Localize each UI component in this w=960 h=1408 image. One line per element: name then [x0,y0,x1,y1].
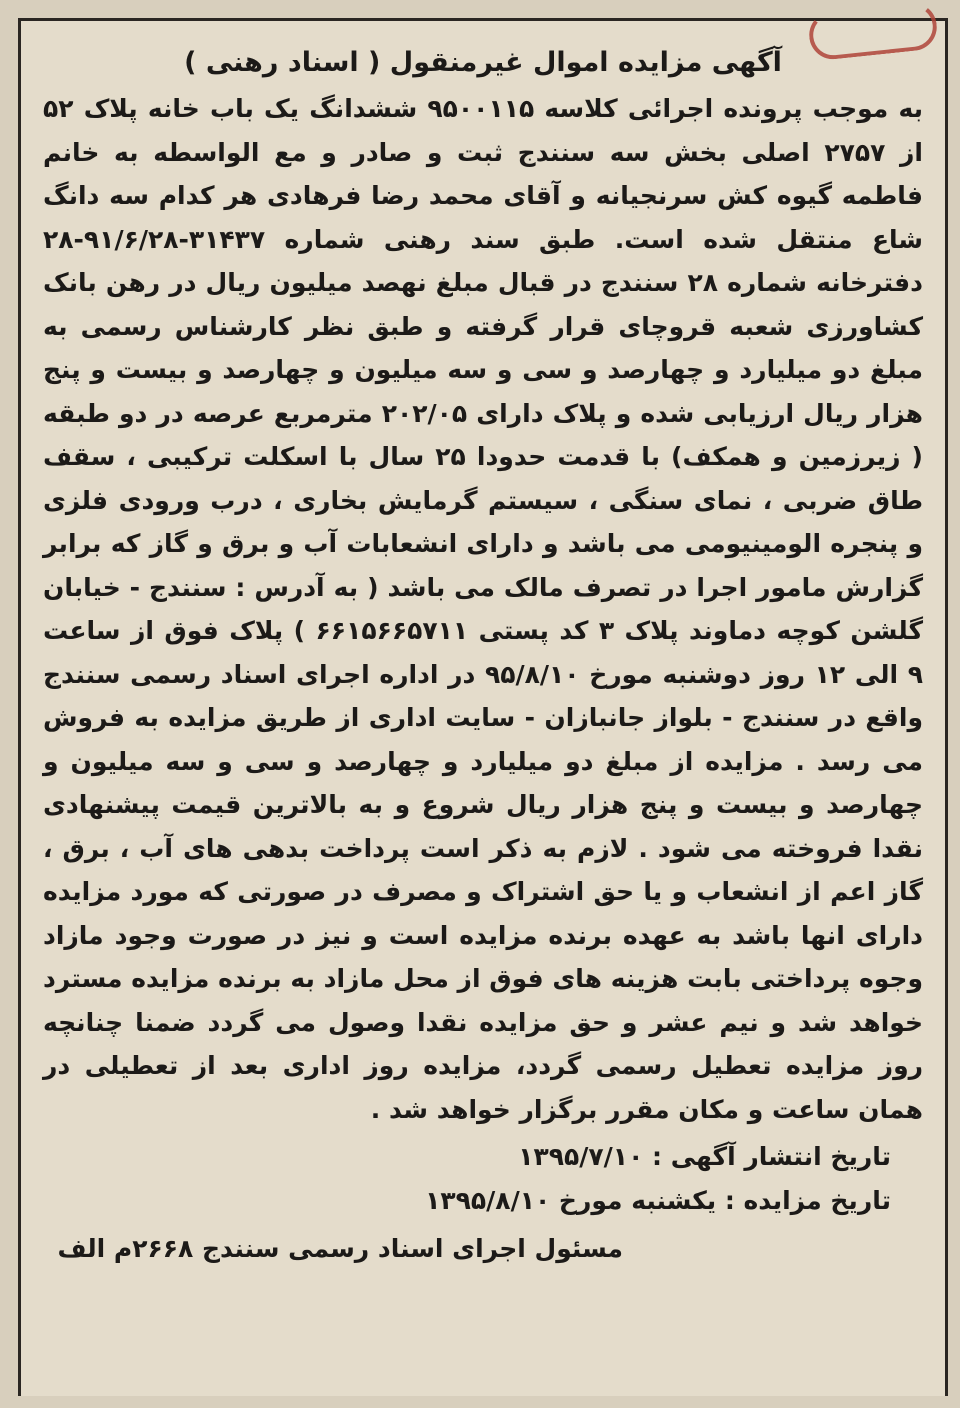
newspaper-clipping [18,18,948,1396]
publish-date: تاریخ انتشار آگهی : ۱۳۹۵/۷/۱۰ [518,1142,891,1171]
notice-title: آگهی مزایده اموال غیرمنقول ( اسناد رهنی ) [184,47,782,78]
notice-signature: مسئول اجرای اسناد رسمی سنندج ۲۶۶۸م الف [57,1234,623,1263]
auction-date: تاریخ مزایده : یکشنبه مورخ ۱۳۹۵/۸/۱۰ [425,1186,891,1215]
notice-body: به موجب پرونده اجرائی کلاسه ۹۵۰۰۱۱۵ ششدانگ یک باب خانه پلاک ۵۲ از ۲۷۵۷ اصلی بخش سه سنندج ثبت و صادر و مع الواسطه به خانم فاطمه گیوه کش سرنجیانه و آقای محمد رضا فرهادی هر کدام سه دانگ شاع منتقل شده است. طبق سند رهنی شماره ۳۱۴۳۷-۹۱/۶/۲۸-۲۸ دفترخانه شماره ۲۸ سنندج در قبال مبلغ نهصد میلیون ریال در رهن بانک کشاورزی شعبه قروچای قرار گرفته و طبق نظر کارشناس رسمی به مبلغ دو میلیارد و چهارصد و سی و سه میلیون و چهارصد و بیست و پنج هزار ریال ارزیابی شده و پلاک دارای ۲۰۲/۰۵ مترمربع عرصه در دو طبقه ( زیرزمین و همکف) با قدمت حدودا ۲۵ سال با اسکلت ترکیبی ، سقف طاق ضربی ، نمای سنگی ، سیستم گرمایش بخاری ، درب ورودی فلزی و پنجره الومینیومی می باشد و دارای انشعابات آب و برق و گاز که برابر گزارش مامور اجرا در تصرف مالک می باشد ( به آدرس : سنندج - خیابان گلشن کوچه دماوند پلاک ۳ کد پستی ۶۶۱۵۶۶۵۷۱۱ ) پلاک فوق از ساعت ۹ الی ۱۲ روز دوشنبه مورخ ۹۵/۸/۱۰ در اداره اجرای اسناد رسمی سنندج واقع در سنندج - بلواز جانبازان - سایت اداری از طریق مزایده به فروش می رسد . مزایده از مبلغ دو میلیارد و چهارصد و سی و سه میلیون و چهارصد و بیست و پنج هزار ریال شروع و به بالاترین قیمت پیشنهادی نقدا فروخته می شود . لازم به ذکر است پرداخت بدهی های آب ، برق ، گاز اعم از انشعاب و یا حق اشتراک و مصرف در صورتی که مورد مزایده دارای انها باشد به عهده برنده مزایده است و نیز در صورت وجود مازاد وجوه پرداختی بابت هزینه های فوق از محل مازاد به برنده مزایده مسترد خواهد شد و نیم عشر و حق مزایده نقدا وصول می گردد ضمنا چنانچه روز مزایده تعطیل رسمی گردد، مزایده روز اداری بعد از تعطیلی در همان ساعت و مکان مقرر برگزار خواهد شد . [43,94,923,1124]
notice-dates [43,1135,923,1223]
